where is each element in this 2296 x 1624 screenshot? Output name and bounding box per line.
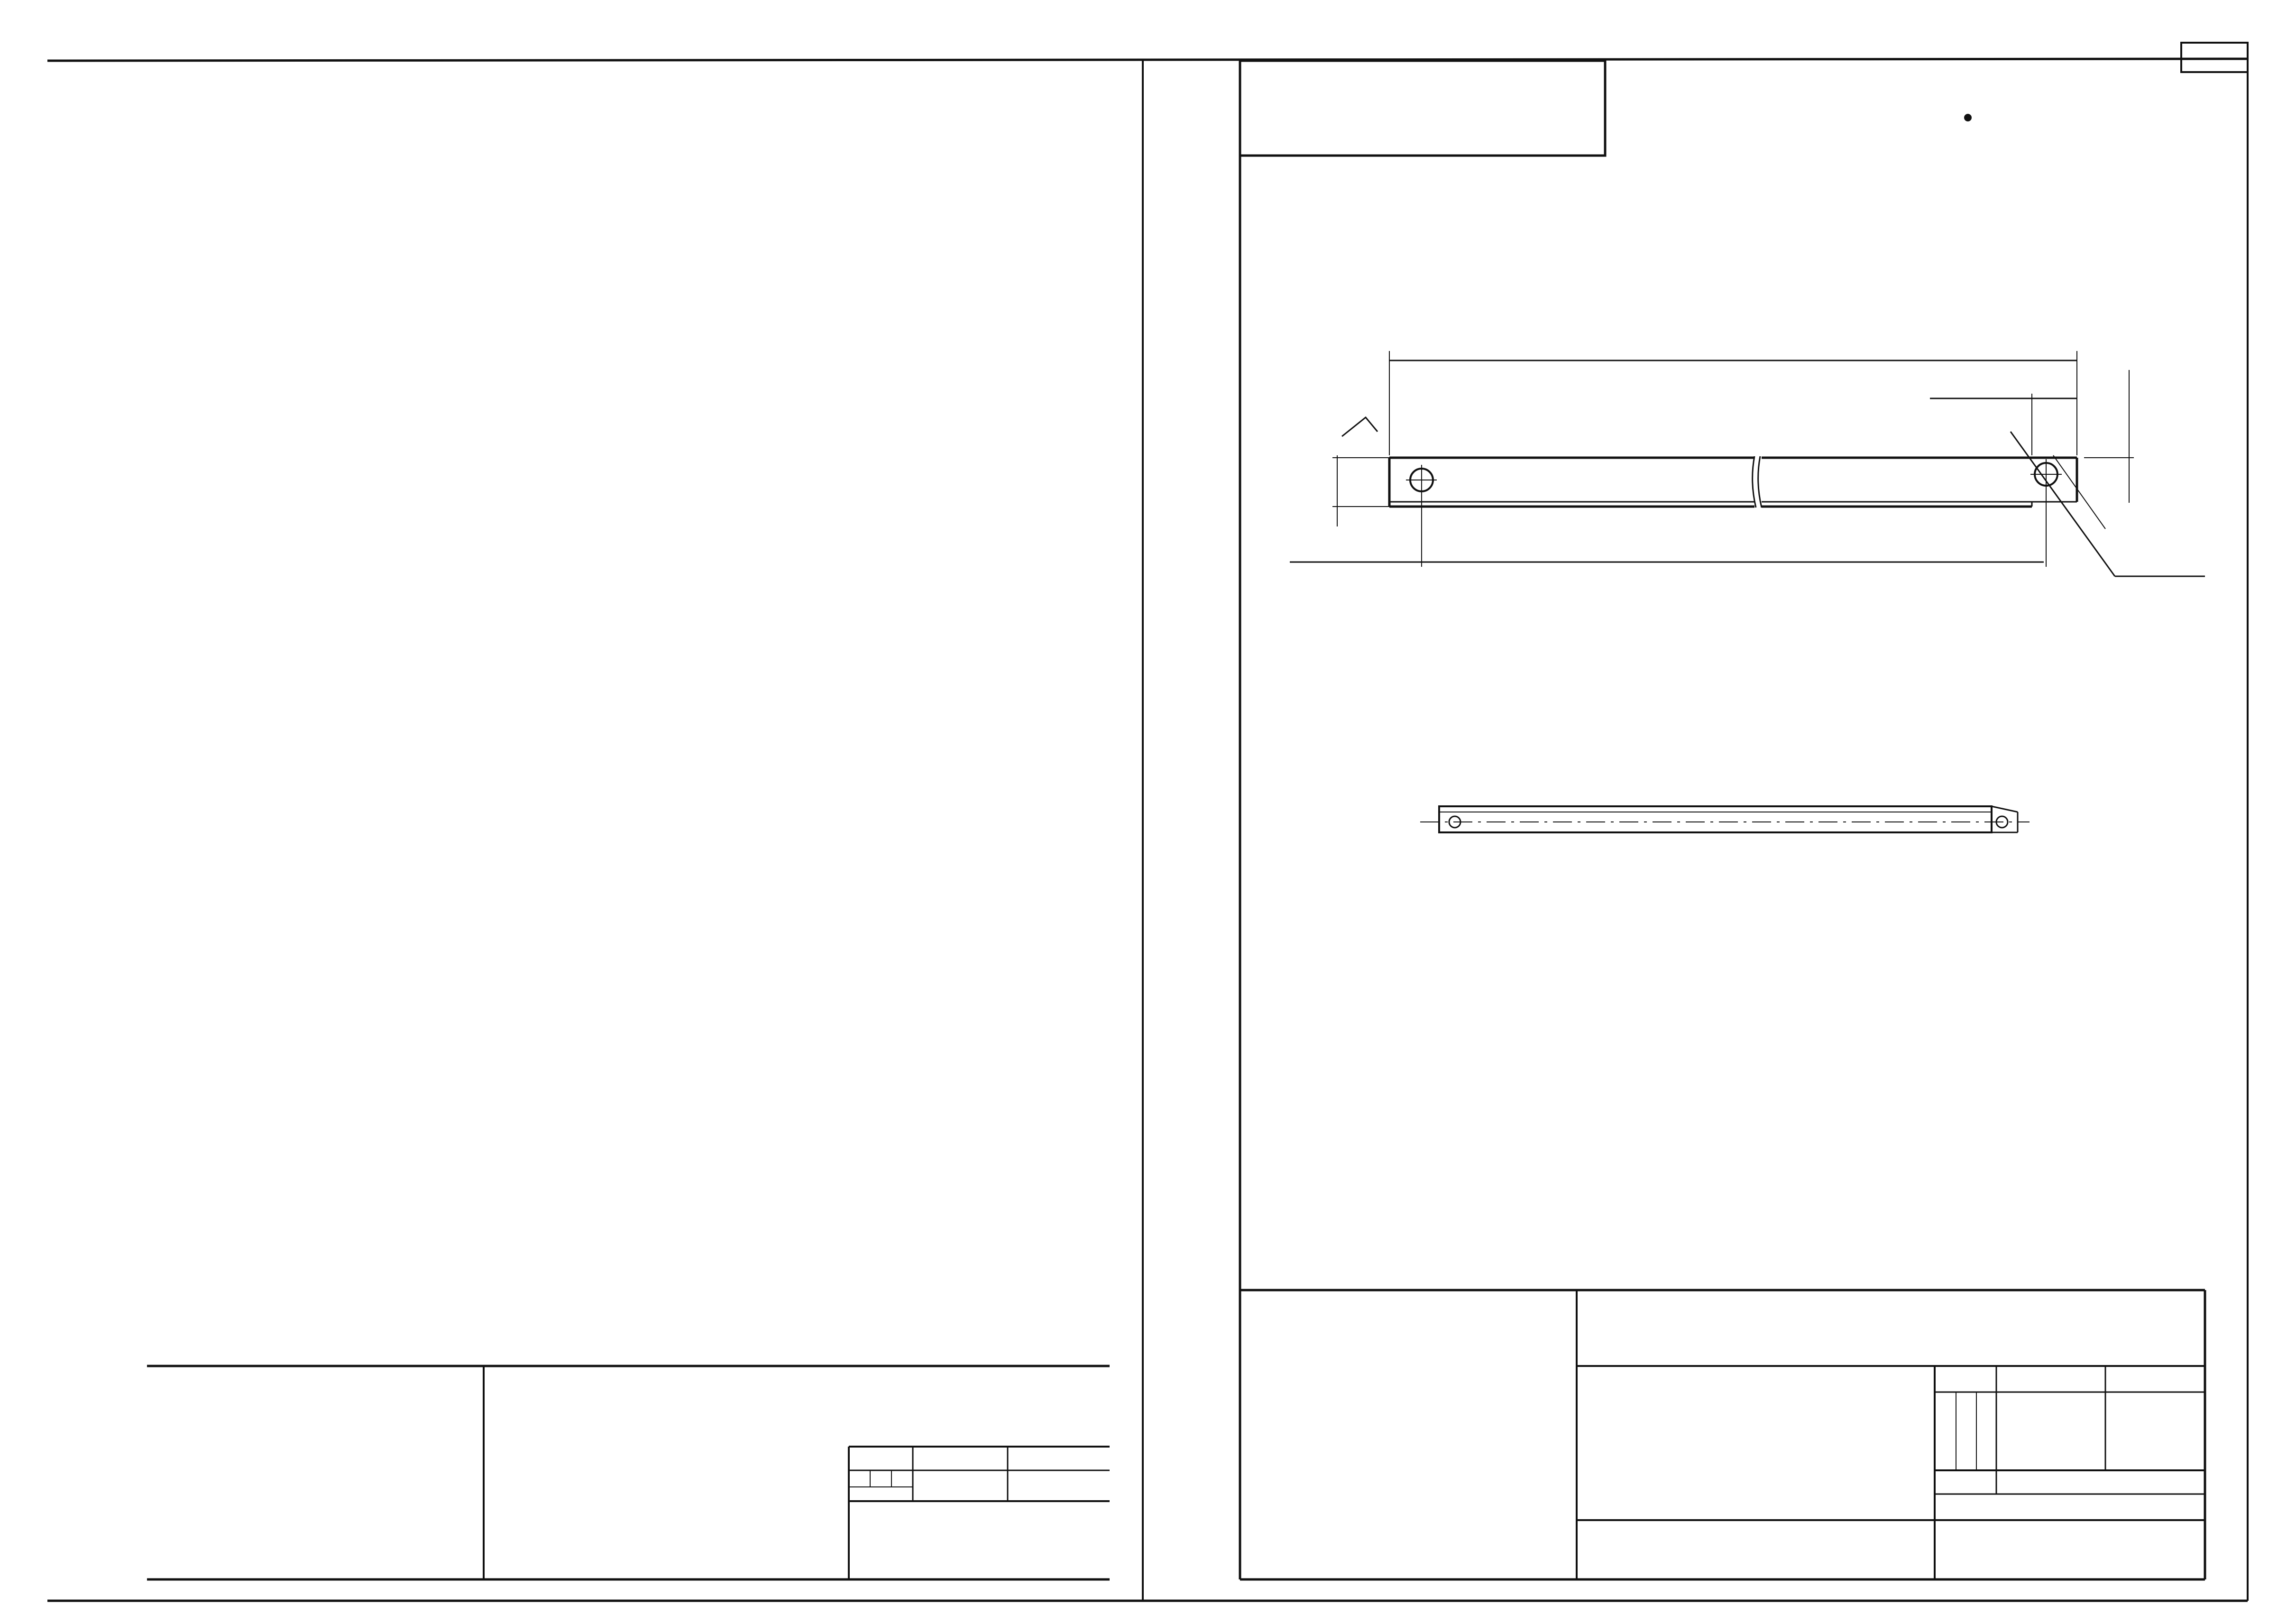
right-title-block [1240,1290,2205,1579]
dot-mark [1964,114,1972,121]
inverted-code-box [1240,61,1605,156]
dimension-lines [1290,351,2205,576]
sheet-number-box [2181,43,2248,72]
left-title-block [147,1366,1110,1579]
brace-mirror-view [1420,806,2030,832]
top-border [47,59,2248,61]
brace-main-view [1389,456,2077,508]
